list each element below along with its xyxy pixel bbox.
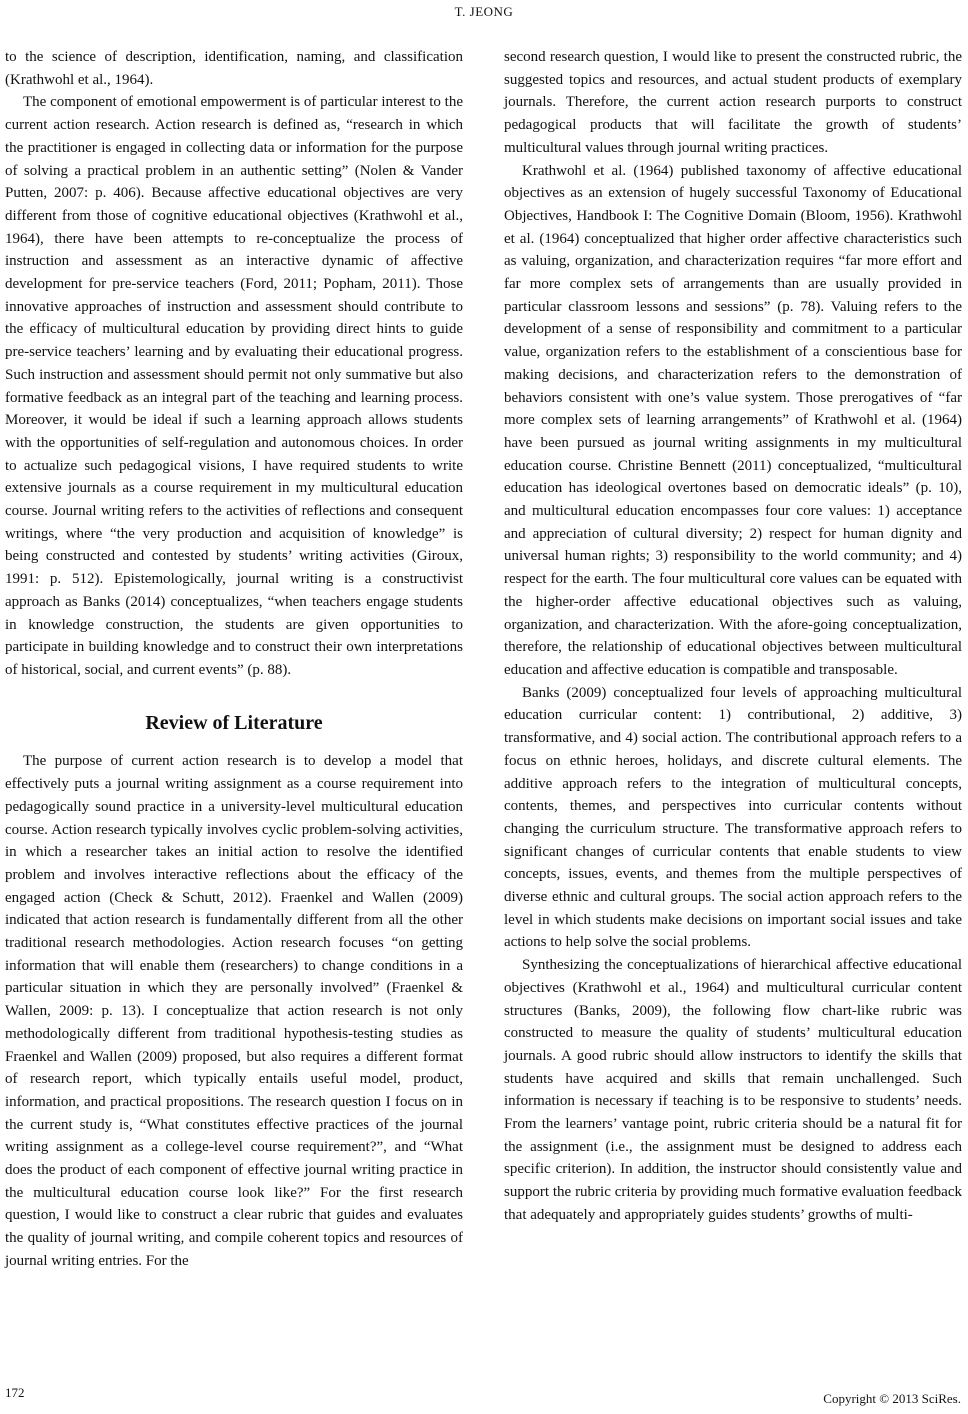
section-heading: Review of Literature bbox=[145, 711, 323, 734]
paragraph: to the science of description, identification, naming, and classification (Krathwohl et al., 1964). bbox=[5, 49, 463, 88]
paragraph: The component of emotional empowerment is of particular interest to the current action research. Action research is defined as, “research in which the practitioner is engaged in collecting data or information for the purpose of solving a practical problem in an authentic setting” (Nolen & Vander Putten, 2007: p. 406). Because affective educational objectives are very different from those of cognitive educational objectives (Krathwohl et al., 1964), there have been attempts to re-conceptualize the process of instruction and assessment as an interactive dynamic of affective development for pre-service teachers (Ford, 2011; Popham, 2011). Those innovative approaches of instruction and assessment should contribute to the efficacy of multicultural education by providing direct hints to guide pre-service teachers’ learning and by evaluating their educational progress. Such instruction and assessment should permit not only summative but also formative feedback as an integral part of the teaching and learning process. Moreover, it would be ideal if such a learning approach allows students with the opportunities of self-regulation and autonomous choices. In order to actualize such pedagogical visions, I have required students to write extensive journals as a course requirement in my multicultural education course. Journal writing refers to the activities of reflections and consequent writings, where “the very production and acquisition of knowledge” is being constructed and contested by students’ writing activities (Giroux, 1991: p. 512). Epistemologically, journal writing is a constructivist approach as Banks (2014) conceptualizes, “when teachers engage students in knowledge construction, the students are given opportunities to participate in building knowledge and to construct their own interpretations of historical, social, and current events” (p. 88). bbox=[5, 94, 463, 678]
copyright-notice: Copyright © 2013 SciRes. bbox=[823, 1391, 961, 1406]
right-column bbox=[504, 46, 962, 1227]
left-column bbox=[5, 46, 463, 1273]
paragraph: The purpose of current action research is to develop a model that effectively puts a journal writing assignment as a course requirement into pedagogically sound practice in a university-level multicultural education course. Action research typically involves cyclic problem-solving activities, in which a researcher takes an initial action to resolve the identified problem and involves interactive reflections about the efficacy of the engaged action (Check & Schutt, 2012). Fraenkel and Wallen (2009) indicated that action research is fundamentally different from all the other traditional research methodologies. Action research focuses “on getting information that will enable them (researchers) to change conditions in a particular situation in which they are personally involved” (Fraenkel & Wallen, 2009: p. 13). I conceptualize that action research is not only methodologically different from traditional hypothesis-testing studies as Fraenkel and Wallen (2009) proposed, but also requires a different format of research report, which typically entails useful model, product, information, and practical propositions. The research question I focus on in the current study is, “What constitutes effective practices of the journal writing assignment as a college-level course requirement?”, and “What does the product of each component of effective journal writing practice in the multicultural education course look like?” For the first research question, I would like to construct a clear rubric that guides and evaluates the quality of journal writing, and compile coherent topics and resources of journal writing entries. For the bbox=[5, 753, 463, 1269]
paragraph: Synthesizing the conceptualizations of hierarchical affective educational objectives (Krathwohl et al., 1964) and multicultural curricular content structures (Banks, 2009), the following flow chart-like rubric was constructed to measure the quality of students’ multicultural education journals. A good rubric should allow instructors to identify the skills that students have acquired and skills that remain unchallenged. Such information is necessary if teaching is to be responsive to students’ needs. From the learners’ vantage point, rubric criteria should be a natural fit for the assignment (i.e., the assignment must be designed to address each specific criterion). In addition, the instructor should consistently value and support the rubric criteria by providing much formative evaluation feedback that adequately and appropriately guides students’ growths of multi- bbox=[504, 957, 962, 1223]
paragraph: second research question, I would like to present the constructed rubric, the suggested topics and resources, and actual student products of exemplary journals. Therefore, the current action research purports to construct pedagogical products that will facilitate the growth of students’ multicultural values through journal writing practices. bbox=[504, 49, 962, 156]
paragraph: Krathwohl et al. (1964) published taxonomy of affective educational objectives as an extension of hugely successful Taxonomy of Educational Objectives, Handbook I: The Cognitive Domain (Bloom, 1956). Krathwohl et al. (1964) conceptualized that higher order affective characteristics such as valuing, organization, and characterization requires “far more effort and far more complex sets of arrangements than are usually provided in particular classroom lessons and sessions” (p. 78). Valuing refers to the development of a sense of responsibility and commitment to a particular value, organization refers to the establishment of a conscientious base for making decisions, and characterization refers to the demonstration of behaviors consistent with one’s value system. Those prerogatives of “far more complex sets of learning arrangements” of Krathwohl et al. (1964) have been pursued as journal writing assignments in my multicultural education course. Christine Bennett (2011) conceptualized, “multicultural education has ideological overtones based on democratic ideals” (p. 10), and multicultural education encompasses four core values: 1) acceptance and appreciation of cultural diversity; 2) respect for human dignity and universal human rights; 3) responsibility to the world community; and 4) respect for the earth. The four multicultural core values can be equated with the higher-order affective educational objectives such as valuing, organization, and characterization. With the afore-going conceptualization, therefore, the relationship of educational objectives between multicultural education and affective education is compatible and transposable. bbox=[504, 162, 962, 678]
paragraph: Banks (2009) conceptualized four levels of approaching multicultural education curricular content: 1) contributional, 2) additive, 3) transformative, and 4) social action. The contributional approach refers to a focus on ethnic heroes, holidays, and discrete cultural elements. The additive approach refers to the integration of multicultural concepts, contents, themes, and perspectives into curricular contents without changing the curriculum structure. The transformative approach refers to significant changes of curricular contents that enable students to view concepts, issues, events, and themes from the multiple perspectives of diverse ethnic and cultural groups. The social action approach refers to the level in which students make decisions on important social issues and take actions to help solve the social problems. bbox=[504, 684, 962, 951]
page-number: 172 bbox=[5, 1385, 25, 1400]
running-head: T. JEONG bbox=[454, 4, 514, 19]
